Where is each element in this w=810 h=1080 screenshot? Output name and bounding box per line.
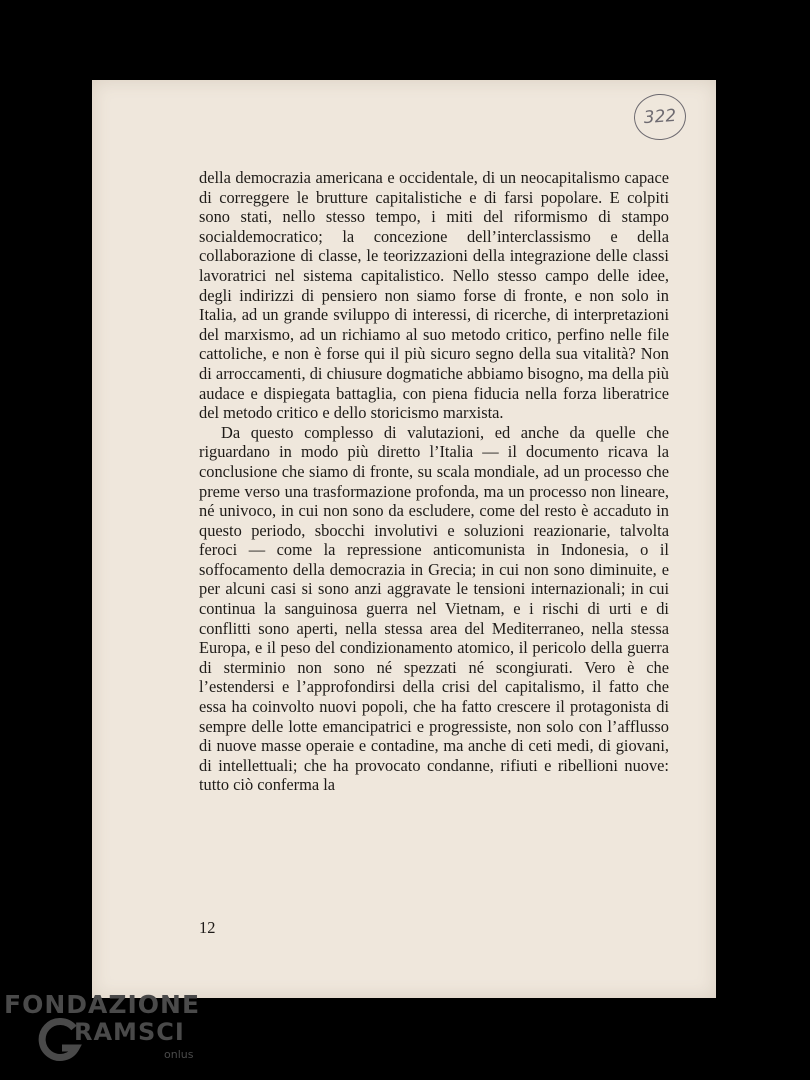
paragraph-1: della democrazia americana e occidentale, di un neocapitalismo capace di correggere le brutture capitalistiche e di farsi popolare. E colpiti sono stati, nello stesso tempo, i miti del riformismo di stampo socialdemocratico; la concezione dell’interclassismo e della collaborazione di classe, le teorizzazioni della integrazione delle classi lavoratrici nel sistema capitalistico. Nello stesso campo delle idee, degli indirizzi di pensiero non siamo forse di fronte, e non solo in Italia, ad un grande sviluppo di interessi, di ricerche, di interpretazioni del marxismo, ad un richiamo al suo metodo critico, perfino nelle file cattoliche, e non è forse qui il più sicuro segno della sua vitalità? Non di arroccamenti, di chiusure dogmatiche abbiamo bisogno, ma della più audace e dispiegata battaglia, con piena fiducia nella forza liberatrice del metodo critico e dello storicismo marxista. — [199, 168, 669, 423]
archive-number: 322 — [643, 105, 677, 129]
body-text — [199, 168, 669, 795]
watermark-line-2: RAMSCI — [74, 1018, 185, 1046]
page-number: 12 — [199, 918, 216, 937]
watermark-suffix: onlus — [164, 1048, 194, 1061]
watermark-line-1: FONDAZIONE — [4, 990, 201, 1019]
paragraph-2: Da questo complesso di valutazioni, ed anche da quelle che riguardano in modo più diretto l’Italia — il documento ricava la conclusione che siamo di fronte, su scala mondiale, ad un processo che preme verso una trasformazione profonda, ma un processo non lineare, né univoco, in cui non sono da escludere, come del resto è accaduto in questo periodo, sbocchi involutivi e soluzioni reazionarie, talvolta feroci — come la repressione anticomunista in Indonesia, o il soffocamento della democrazia in Grecia; in cui non sono diminuite, e per alcuni casi si sono anzi aggravate le tensioni internazionali; in cui continua la sanguinosa guerra nel Vietnam, e i rischi di urti e di conflitti sono aperti, nella stessa area del Mediterraneo, nella stessa Europa, e il peso del condizionamento atomico, il pericolo della guerra di sterminio non sono né spezzati né scongiurati. Vero è che l’estendersi e l’approfondirsi della crisi del capitalismo, il fatto che essa ha coinvolto nuovi popoli, che ha fatto crescere il protagonista di sempre delle lotte emancipatrici e progressiste, non solo con l’afflusso di nuove masse operaie e contadine, ma anche di ceti medi, di giovani, di intellettuali; che ha provocato condanne, rifiuti e ribellioni nuove: tutto ciò conferma la — [199, 422, 669, 795]
document-page — [92, 80, 716, 998]
fondazione-gramsci-watermark — [4, 990, 204, 1070]
archive-stamp — [632, 92, 687, 142]
